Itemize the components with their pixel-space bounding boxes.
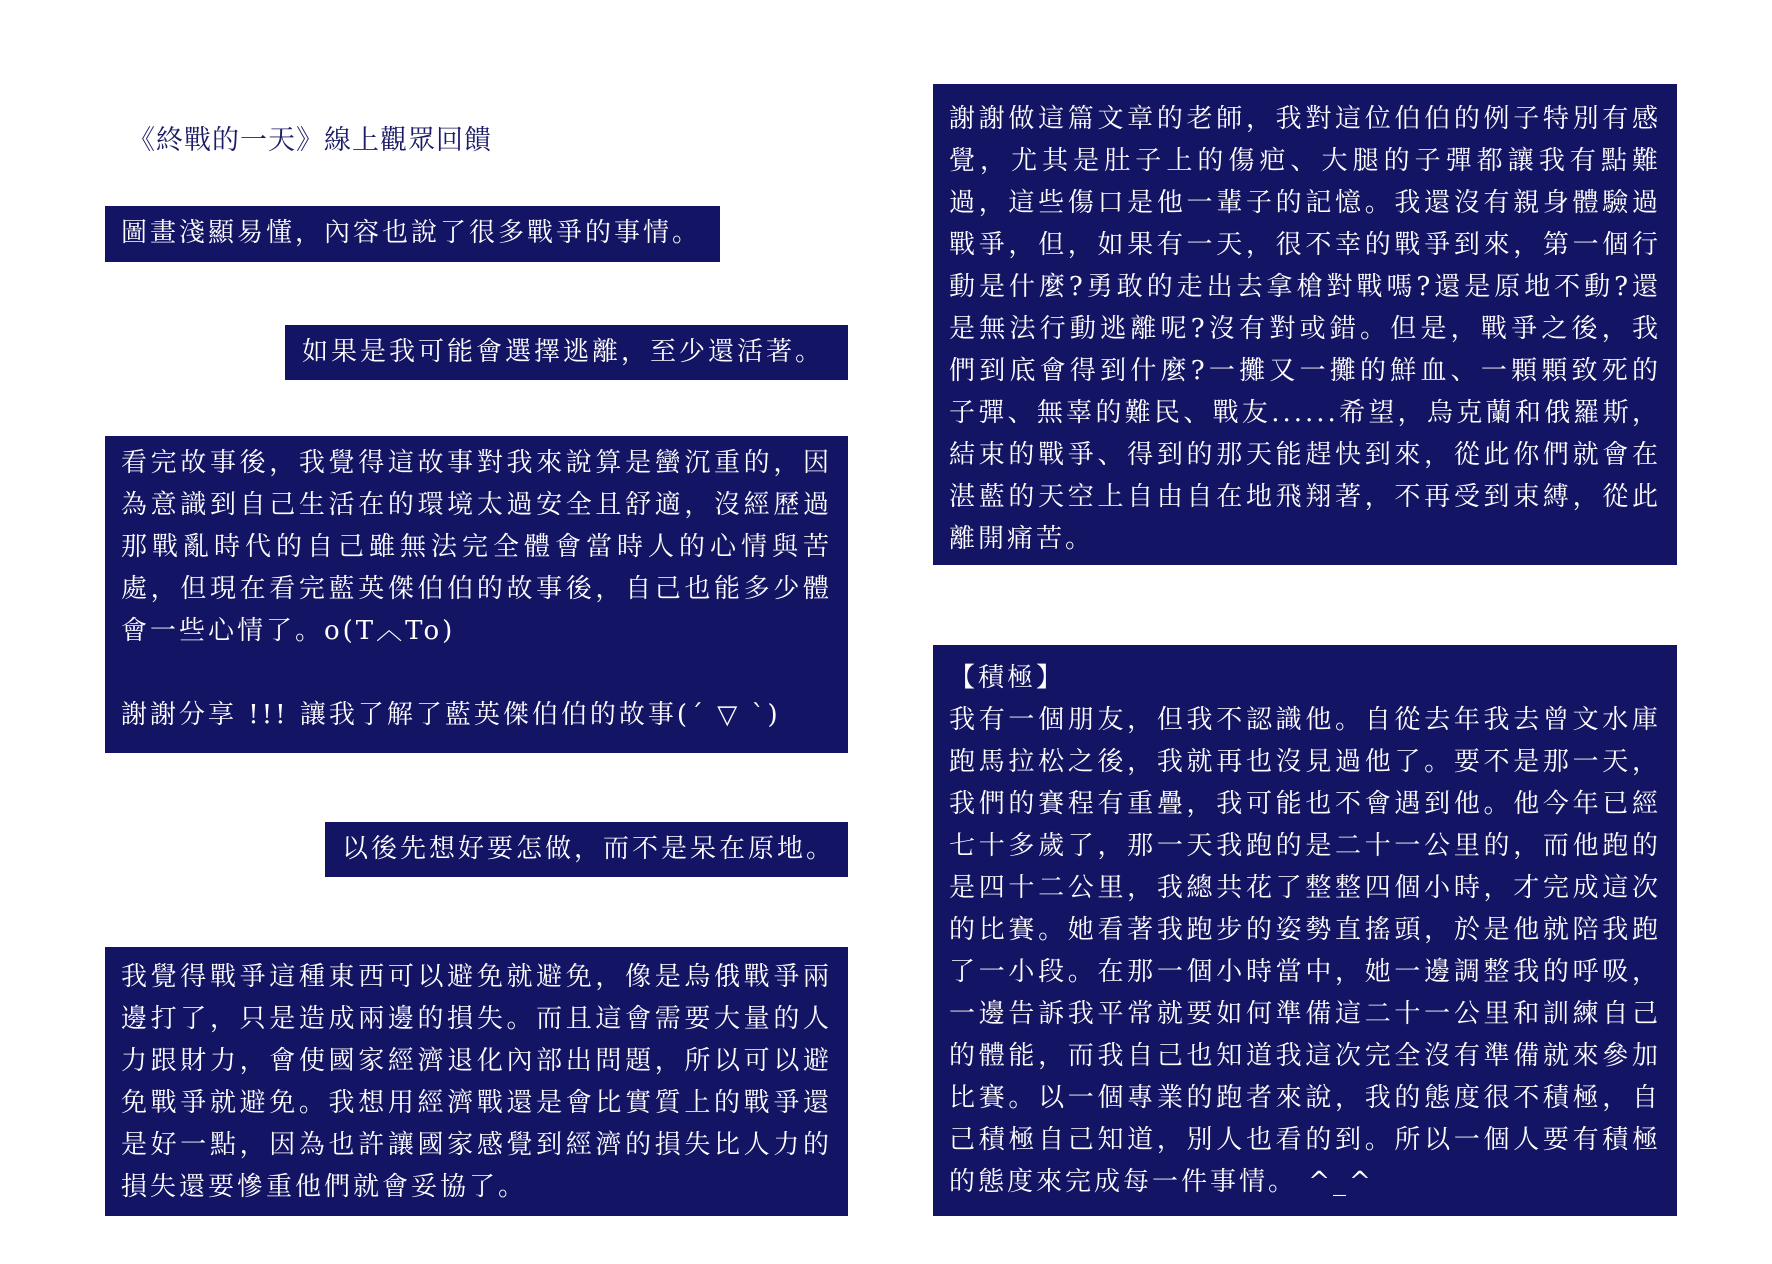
feedback-card [105, 436, 848, 753]
feedback-text: 看完故事後，我覺得這故事對我來說算是蠻沉重的，因為意識到自己生活在的環境太過安全且舒適，沒經歷過那戰亂時代的自己雖無法完全體會當時人的心情與苦處，但現在看完藍英傑伯伯的故事後，自己也能多少體會一些心情了。o(T︿To) [121, 448, 832, 646]
feedback-card [285, 325, 848, 380]
feedback-text: 謝謝做這篇文章的老師，我對這位伯伯的例子特別有感覺，尤其是肚子上的傷疤、大腿的子彈都讓我有點難過，這些傷口是他一輩子的記憶。我還沒有親身體驗過戰爭，但，如果有一天，很不幸的戰爭到來，第一個行動是什麼?勇敢的走出去拿槍對戰嗎?還是原地不動?還是無法行動逃離呢?沒有對或錯。但是，戰爭之後，我們到底會得到什麼?一攤又一攤的鮮血、一顆顆致死的子彈、無辜的難民、戰友......希望，烏克蘭和俄羅斯，結束的戰爭、得到的那天能趕快到來，從此你們就會在湛藍的天空上自由自在地飛翔著，不再受到束縛，從此離開痛苦。 [949, 104, 1661, 554]
feedback-card [933, 84, 1677, 565]
feedback-text: 我有一個朋友，但我不認識他。自從去年我去曾文水庫跑馬拉松之後，我就再也沒見過他了。要不是那一天，我們的賽程有重疊，我可能也不會遇到他。他今年已經七十多歲了，那一天我跑的是二十一公里的，而他跑的是四十二公里，我總共花了整整四個小時，才完成這次的比賽。她看著我跑步的姿勢直搖頭，於是他就陪我跑了一小段。在那一個小時當中，她一邊調整我的呼吸，一邊告訴我平常就要如何準備這二十一公里和訓練自己的體能，而我自己也知道我這次完全沒有準備就來參加比賽。以一個專業的跑者來說，我的態度很不積極，自己積極自己知道，別人也看的到。所以一個人要有積極的態度來完成每一件事情。 ^_^ [949, 705, 1661, 1197]
paragraph-spacer [121, 652, 832, 694]
feedback-heading: 【積極】 [949, 663, 1066, 693]
feedback-card [933, 645, 1677, 1216]
feedback-card [325, 822, 848, 877]
feedback-text: 如果是我可能會選擇逃離，至少還活著。 [302, 337, 825, 367]
feedback-text: 以後先想好要怎做，而不是呆在原地。 [342, 834, 836, 864]
feedback-card [105, 206, 720, 262]
feedback-card [105, 947, 848, 1216]
page-title: 《終戰的一天》線上觀眾回饋 [128, 125, 492, 156]
feedback-text-thanks: 謝謝分享 !!! 讓我了解了藍英傑伯伯的故事(ˊ ▽ ˋ) [121, 700, 781, 730]
feedback-text: 我覺得戰爭這種東西可以避免就避免，像是烏俄戰爭兩邊打了，只是造成兩邊的損失。而且這會需要大量的人力跟財力，會使國家經濟退化內部出問題，所以可以避免戰爭就避免。我想用經濟戰還是會比實質上的戰爭還是好一點，因為也許讓國家感覺到經濟的損失比人力的損失還要慘重他們就會妥協了。 [121, 962, 832, 1202]
feedback-text: 圖畫淺顯易懂，內容也說了很多戰爭的事情。 [121, 218, 702, 248]
